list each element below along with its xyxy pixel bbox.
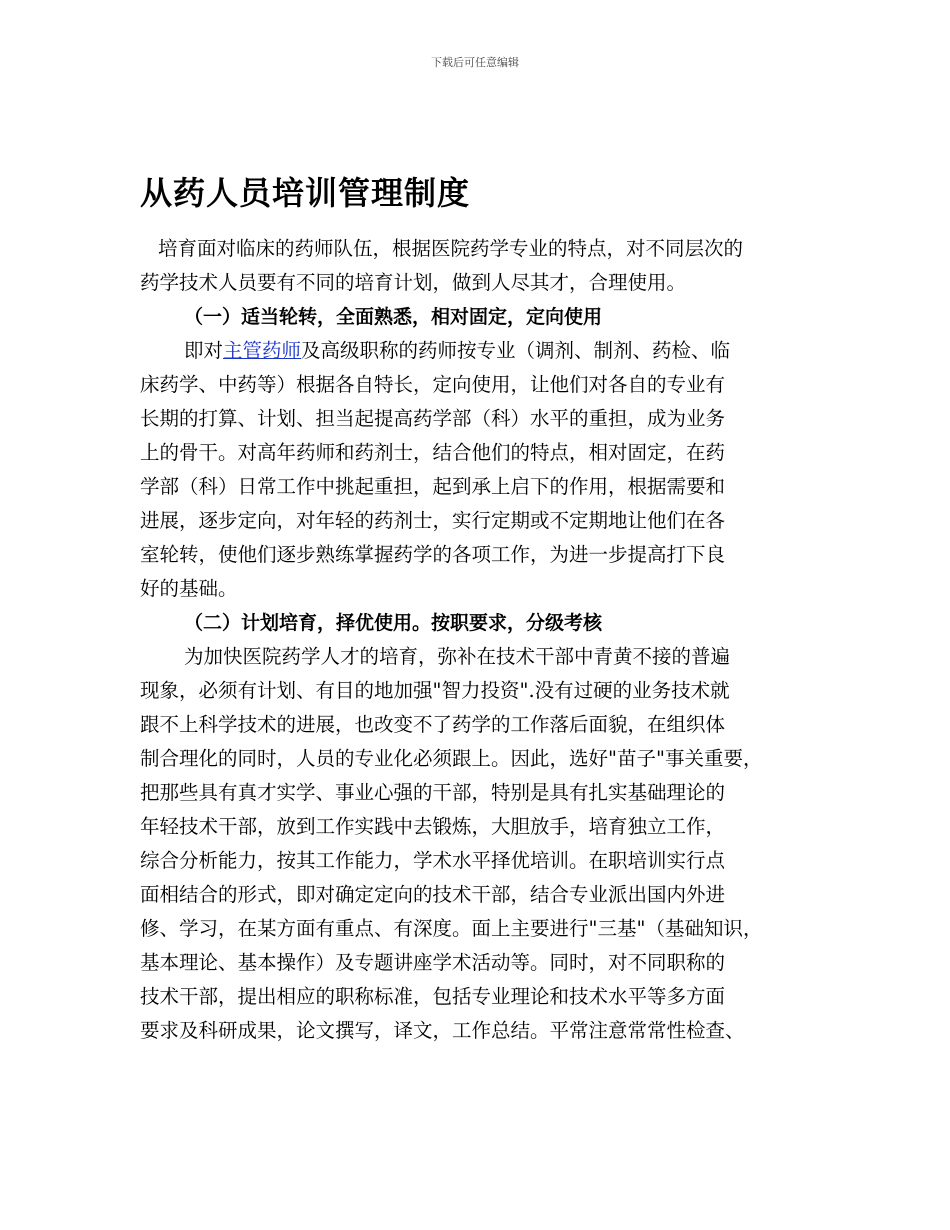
paragraph-line: 床药学、中药等）根据各自特长，定向使用，让他们对各自的专业有 (140, 373, 726, 396)
paragraph-line: 面相结合的形式，即对确定定向的技术干部，结合专业派出国内外进 (140, 883, 726, 906)
paragraph-line: 基本理论、基本操作）及专题讲座学术活动等。同时，对不同职称的 (140, 951, 726, 974)
paragraph-line: 要求及科研成果，论文撰写，译文，工作总结。平常注意常常性检查、 (140, 1019, 745, 1042)
paragraph-line: 技术干部，提出相应的职称标准，包括专业理论和技术水平等多方面 (140, 985, 726, 1008)
paragraph-line (140, 334, 830, 368)
paragraph-line: 学部（科）日常工作中挑起重担，起到承上启下的作用，根据需要和 (140, 475, 726, 498)
document-title: 从药人员培训管理制度 (140, 174, 471, 212)
paragraph-line: 好的基础。 (140, 577, 238, 600)
paragraph-line: 把那些具有真才实学、事业心强的干部，特别是具有扎实基础理论的 (140, 781, 726, 804)
intro-line: 培育面对临床的药师队伍，根据医院药学专业的特点，对不同层次的 (158, 237, 744, 260)
page-header-note: 下载后可任意编辑 (431, 56, 519, 69)
paragraph-line: 长期的打算、计划、担当起提高药学部（科）水平的重担，成为业务 (140, 407, 726, 430)
section-heading-2: （二）计划培育，择优使用。按职要求，分级考核 (184, 612, 603, 634)
paragraph-text: 即对 (184, 339, 224, 362)
senior-pharmacist-link[interactable]: 主管药师 (223, 339, 302, 362)
paragraph-line: 年轻技术干部，放到工作实践中去锻炼，大胆放手，培育独立工作， (140, 815, 726, 838)
paragraph-text: 及高级职称的药师按专业（调剂、制剂、药检、临 (301, 339, 731, 362)
paragraph-line: 为加快医院药学人才的培育，弥补在技术干部中青黄不接的普遍 (184, 645, 731, 668)
paragraph-line: 跟不上科学技术的进展，也改变不了药学的工作落后面貌，在组织体 (140, 713, 726, 736)
paragraph-line: 综合分析能力，按其工作能力，学术水平择优培训。在职培训实行点 (140, 849, 726, 872)
paragraph-line: 现象，必须有计划、有目的地加强"智力投资".没有过硬的业务技术就 (140, 679, 730, 702)
section-heading-1: （一）适当轮转，全面熟悉，相对固定，定向使用 (184, 306, 603, 328)
document-body (140, 232, 830, 1048)
paragraph-line: 进展，逐步定向，对年轻的药剂士，实行定期或不定期地让他们在各 (140, 509, 726, 532)
paragraph-line: 室轮转，使他们逐步熟练掌握药学的各项工作，为进一步提高打下良 (140, 543, 726, 566)
intro-line: 药学技术人员要有不同的培育计划，做到人尽其才，合理使用。 (140, 271, 687, 294)
paragraph-line: 修、学习，在某方面有重点、有深度。面上主要进行"三基"（基础知识， (140, 917, 763, 940)
paragraph-line: 制合理化的同时，人员的专业化必须跟上。因此，选好"苗子"事关重要， (140, 747, 763, 770)
paragraph-line: 上的骨干。对高年药师和药剂士，结合他们的特点，相对固定，在药 (140, 441, 726, 464)
